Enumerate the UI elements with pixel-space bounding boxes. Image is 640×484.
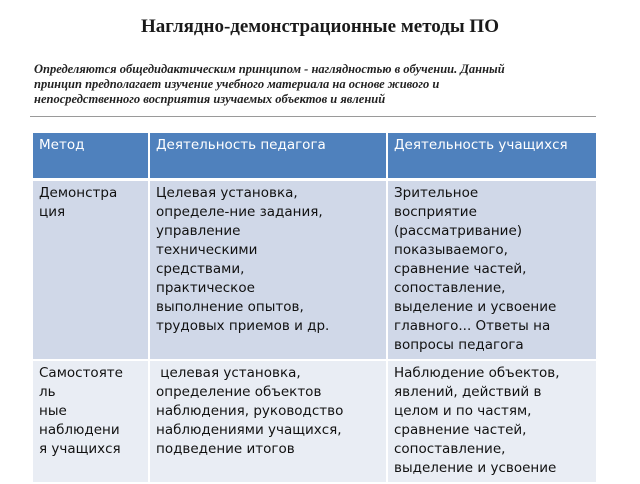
cell-text-line: практическое xyxy=(156,280,255,296)
cell-text-line: показываемого, xyxy=(394,242,508,258)
header-method: Метод xyxy=(33,133,149,180)
cell-text-line: определе-ние задания, xyxy=(156,204,323,220)
cell-text-line: главного... Ответы на xyxy=(394,318,551,334)
intro-line: принцип предполагает изучение учебного материала на основе живого и xyxy=(34,77,440,91)
cell-text-line: Демонстра xyxy=(39,185,118,201)
cell-text-line: вопросы педагога xyxy=(394,337,524,353)
teacher-activity-cell xyxy=(149,180,387,361)
cell-text-line: техническими xyxy=(156,242,258,258)
cell-text-line: ные xyxy=(39,403,67,419)
cell-text-line: наблюдени xyxy=(39,422,120,438)
intro-line: непосредственного восприятия изучаемых объектов и явлений xyxy=(34,92,386,106)
cell-text-line: Самостояте xyxy=(39,365,123,381)
table-row xyxy=(33,360,596,483)
teacher-activity-cell xyxy=(149,360,387,483)
cell-text-line: восприятие xyxy=(394,204,477,220)
cell-text-line: средствами, xyxy=(156,261,245,277)
cell-text-line: ль xyxy=(39,384,56,400)
cell-text-line: подведение итогов xyxy=(156,441,295,457)
cell-text-line: целом и по частям, xyxy=(394,403,532,419)
slide-title: Наглядно-демонстрационные методы ПО xyxy=(141,16,499,37)
cell-text-line: выделение и усвоение xyxy=(394,460,557,476)
divider-line xyxy=(30,116,596,117)
cell-text-line: сопоставление, xyxy=(394,280,506,296)
cell-text-line: сопоставление, xyxy=(394,441,506,457)
cell-text-line: сравнение частей, xyxy=(394,422,527,438)
cell-text-line: Наблюдение объектов, xyxy=(394,365,560,381)
intro-line: Определяются общедидактическим принципом - наглядностью в обучении. Данный xyxy=(34,62,505,76)
student-activity-cell xyxy=(387,180,596,361)
table-row xyxy=(33,180,596,361)
cell-text-line: выделение и усвоение xyxy=(394,299,557,315)
cell-text-line: трудовых приемов и др. xyxy=(156,318,330,334)
cell-text-line: явлений, действий в xyxy=(394,384,542,400)
table-header-row xyxy=(33,133,596,180)
cell-text-line: наблюдениями учащихся, xyxy=(156,422,342,438)
methods-table xyxy=(33,133,596,484)
cell-text-line: управление xyxy=(156,223,241,239)
student-activity-cell xyxy=(387,360,596,483)
cell-text-line: (рассматривание) xyxy=(394,223,523,239)
cell-text-line: целевая установка, xyxy=(156,365,301,381)
method-cell xyxy=(33,360,149,483)
cell-text-line: Зрительное xyxy=(394,185,479,201)
header-teacher-activity: Деятельность педагога xyxy=(149,133,387,180)
cell-text-line: Целевая установка, xyxy=(156,185,298,201)
cell-text-line: я учащихся xyxy=(39,441,121,457)
cell-text-line: наблюдения, руководство xyxy=(156,403,344,419)
header-student-activity: Деятельность учащихся xyxy=(387,133,596,180)
method-cell xyxy=(33,180,149,361)
cell-text-line: выполнение опытов, xyxy=(156,299,304,315)
cell-text-line: определение объектов xyxy=(156,384,322,400)
intro-text xyxy=(34,62,624,107)
cell-text-line: сравнение частей, xyxy=(394,261,527,277)
cell-text-line: ция xyxy=(39,204,66,220)
